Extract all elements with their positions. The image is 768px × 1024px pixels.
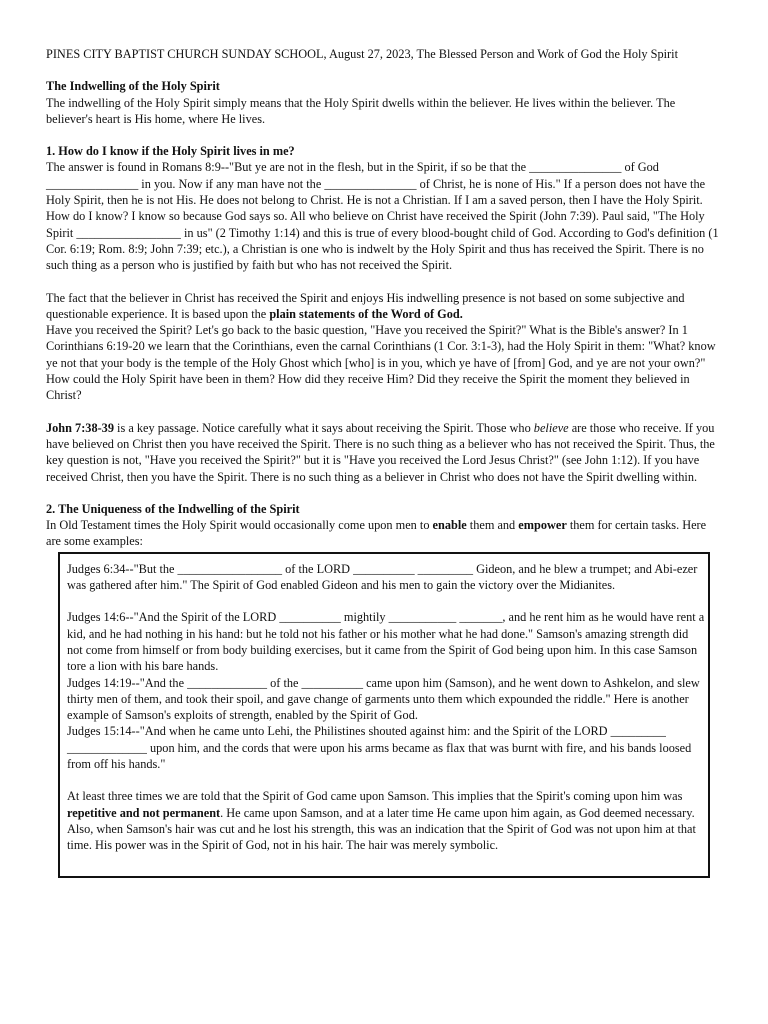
paragraph-text: them and (466, 518, 519, 533)
section-1-paragraph-3: Have you received the Spirit? Let's go back to the basic question, "Have you received the Spirit?" What is the Bible's answer? In 1 Corinthians 6:19-20 we learn that the Corinthians, even the carnal Corinthians (1 Cor. 3:1-3), had the Holy Spirit in them: "What? know ye not that your body is the temple of the Holy Ghost which [who] is in you, which ye have of [from] God, and ye are not your own?" How could the Holy Spirit have been in them? How did they receive Him? Did they receive the Spirit the moment they believed in Christ? (46, 323, 716, 403)
spacer (46, 274, 724, 290)
document-content (46, 46, 724, 878)
judges-14-19-paragraph: Judges 14:19--"And the _____________ of the __________ came upon him (Samson), and he went down to Ashkelon, and slew thirty men of them, and took their spoil, and gave change of garments unto them which expounded the riddle." Here is another example of Samson's exploits of strength, enabled by the Spirit of God. (67, 675, 700, 723)
intro-paragraph: The indwelling of the Holy Spirit simply means that the Holy Spirit dwells within the believer. He lives within the believer. The believer's heart is His home, where He lives. (46, 95, 676, 126)
paragraph-text: them for certain tasks. Here are some examples: (46, 518, 707, 549)
section-1-heading: 1. How do I know if the Holy Spirit lives in me? (46, 144, 295, 159)
section-2-intro (46, 517, 724, 550)
spacer (67, 772, 708, 788)
scripture-reference: John 7:38-39 (46, 420, 114, 435)
paragraph-text: In Old Testament times the Holy Spirit would occasionally come upon men to (46, 518, 433, 533)
paragraph-text: At least three times we are told that the Spirit of God came upon Samson. This implies that the Spirit's coming upon him was (67, 789, 683, 804)
spacer (46, 485, 724, 501)
paragraph-text: is a key passage. Notice carefully what it says about receiving the Spirit. Those who (113, 420, 534, 435)
judges-15-14-paragraph: Judges 15:14--"And when he came unto Lehi, the Philistines shouted against him: and the Spirit of the LORD _________ _____________ upon him, and the cords that were upon his arms became as flax that was burnt with fire, and his bands loosed from off his hands." (67, 724, 692, 771)
judges-14-6-paragraph: Judges 14:6--"And the Spirit of the LORD __________ mightily ___________ _______, and he rent him as he would have rent a kid, and he had nothing in his hand: but he told not his father or his mother what he had done." Samson's amazing strength did not come from himself or from body building exercises, but it came from the Spirit of God being upon him. In this case Samson tore a lion with his bare hands. (67, 610, 705, 674)
section-1-paragraph-4 (46, 420, 724, 485)
document-title: PINES CITY BAPTIST CHURCH SUNDAY SCHOOL, August 27, 2023, The Blessed Person and Work of God the Holy Spirit (46, 47, 678, 61)
examples-box (58, 552, 710, 879)
paragraph-text: are those who receive. If you have believed on Christ then you have received the Spirit. There is no such thing as a believer who has not received the Spirit. Thus, the key question is not, "Have you received the Spirit?" but it is "Have you received the Lord Jesus Christ?" (see John 1:12). If you have received Christ, then you have the Spirit. There is no such thing as a believer in Christ who does not have the Spirit dwelling within. (46, 420, 715, 484)
section-1-paragraph-1: The answer is found in Romans 8:9--"But ye are not in the flesh, but in the Spirit, if so be that the _______________ of God _______________ in you. Now if any man have not the _______________ of Christ, he is none of His." If a person does not have the Holy Spirit, then he is not His. He does not belong to Christ. He is not a Christian. If I am a saved person, then I have the Holy Spirit. How do I know? I know so because God says so. All who believe on Christ have received the Spirit (John 7:39). Paul said, "The Holy Spirit _________________ in us" (2 Timothy 1:14) and this is true of every blood-bought child of God. According to God's definition (1 Cor. 6:19; Rom. 8:9; John 7:39; etc.), a Christian is one who is indwelt by the Holy Spirit and thus has received the Spirit. There is no such thing as a person who is justified by faith but who has not received the Spirit. (46, 160, 719, 273)
spacer (46, 62, 724, 78)
paragraph-text: . He came upon Samson, and at a later time He came upon him again, as God deemed necessary. Also, when Samson's hair was cut and he lost his strength, this was an indication that the Spirit of God was not upon him at that time. His power was in the Spirit of God, not in his hair. The hair was merely symbolic. (67, 805, 696, 853)
section-2-heading: 2. The Uniqueness of the Indwelling of the Spirit (46, 501, 300, 516)
emphasis-text: enable (432, 518, 467, 533)
emphasis-text: empower (518, 518, 567, 533)
judges-6-34-paragraph: Judges 6:34--"But the _________________ of the LORD __________ _________ Gideon, and he blew a trumpet; and Abi-ezer was gathered after him." The Spirit of God enabled Gideon and his men to gain the victory over the Midianites. (67, 561, 698, 593)
spacer (46, 127, 724, 143)
conclusion-paragraph (67, 788, 707, 853)
spacer (67, 593, 708, 609)
paragraph-text: The fact that the believer in Christ has received the Spirit and enjoys His indwelling presence is not based on some subjective and questionable experience. It is based upon the (46, 290, 685, 321)
emphasis-text: repetitive and not permanent (67, 805, 221, 820)
spacer (46, 404, 724, 420)
section-1-paragraph-2 (46, 290, 724, 323)
italic-text: believe (533, 420, 569, 435)
emphasis-text: plain statements of the Word of God. (269, 306, 463, 321)
intro-heading: The Indwelling of the Holy Spirit (46, 79, 220, 94)
